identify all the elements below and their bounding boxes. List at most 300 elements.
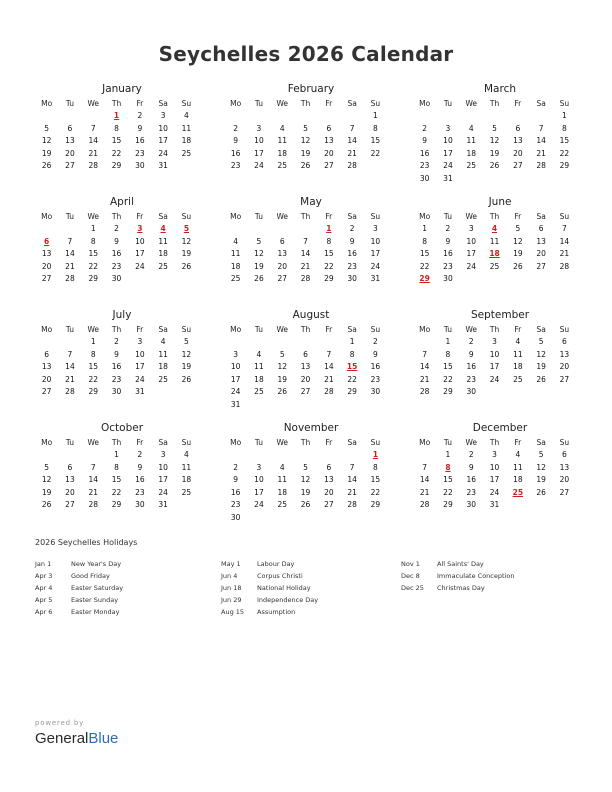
week-row xyxy=(413,374,587,387)
day-cell: 11 xyxy=(489,236,500,246)
week-row xyxy=(35,386,209,399)
day-cell: 6 xyxy=(326,123,332,133)
weekday-label: Fr xyxy=(325,438,333,447)
day-cell: 8 xyxy=(90,349,96,359)
weekday-label: Sa xyxy=(347,99,357,108)
weekday-label: Tu xyxy=(443,212,453,221)
day-cell: 19 xyxy=(181,362,192,371)
empty-day-cell xyxy=(317,512,340,525)
day-cell: 15 xyxy=(443,475,453,484)
day-cell: 14 xyxy=(324,362,334,371)
week-row xyxy=(224,386,398,399)
weekday-label: Mo xyxy=(41,99,53,108)
empty-day-cell xyxy=(247,110,270,123)
day-cell: 4 xyxy=(515,450,521,459)
day-cell: 11 xyxy=(181,123,192,133)
weekday-label: Th xyxy=(489,438,500,447)
day-cell: 7 xyxy=(67,236,73,246)
day-cell: 19 xyxy=(536,362,546,371)
day-cell: 31 xyxy=(158,161,168,170)
day-cell: 10 xyxy=(158,462,168,472)
day-cell: 2 xyxy=(233,123,239,133)
day-cell: 2 xyxy=(349,224,355,233)
day-cell: 14 xyxy=(65,249,75,258)
day-cell: 14 xyxy=(419,475,430,484)
day-cell: 5 xyxy=(184,337,189,346)
day-cell: 3 xyxy=(256,123,262,133)
day-cell: 7 xyxy=(67,349,73,359)
empty-day-cell xyxy=(58,223,81,236)
day-cell: 1 xyxy=(445,337,451,346)
weekday-header xyxy=(224,436,398,449)
day-cell: 12 xyxy=(536,462,546,472)
day-cell: 5 xyxy=(515,224,521,233)
week-row xyxy=(224,499,398,512)
day-cell: 14 xyxy=(419,362,430,371)
day-cell: 15 xyxy=(324,249,334,258)
month-september xyxy=(413,308,587,421)
week-row xyxy=(35,223,209,236)
week-row xyxy=(413,487,587,500)
empty-day-cell xyxy=(35,336,58,349)
empty-day-cell xyxy=(317,399,340,412)
day-cell: 14 xyxy=(347,136,357,145)
day-cell: 15 xyxy=(559,136,570,145)
day-cell: 25 xyxy=(513,374,523,384)
day-cell: 5 xyxy=(44,462,50,472)
day-cell: 12 xyxy=(181,349,192,359)
empty-day-cell xyxy=(175,386,198,399)
day-cell: 10 xyxy=(489,349,500,359)
day-cell: 28 xyxy=(419,500,430,509)
day-cell: 3 xyxy=(492,337,497,346)
day-cell: 13 xyxy=(324,475,334,484)
weekday-label: Mo xyxy=(419,438,431,447)
day-cell: 2 xyxy=(445,224,451,233)
empty-day-cell xyxy=(506,110,529,123)
weekday-label: Su xyxy=(559,438,570,447)
weekday-label: We xyxy=(465,99,478,108)
day-cell: 25 xyxy=(158,374,168,384)
day-cell: 16 xyxy=(111,362,122,371)
day-cell: 29 xyxy=(347,387,357,396)
weekday-label: Mo xyxy=(41,438,53,447)
day-cell: 21 xyxy=(419,487,430,497)
weekday-header xyxy=(224,323,398,336)
empty-day-cell xyxy=(151,273,174,286)
week-row xyxy=(35,374,209,387)
day-cell: 26 xyxy=(277,387,288,396)
month-march xyxy=(413,82,587,195)
empty-day-cell xyxy=(364,512,387,525)
day-cell: 31 xyxy=(489,500,500,509)
empty-day-cell xyxy=(175,160,198,173)
day-cell: 26 xyxy=(41,161,52,170)
weekday-label: We xyxy=(276,438,289,447)
day-cell: 15 xyxy=(88,362,99,371)
day-cell: 18 xyxy=(277,487,288,497)
day-cell: 1 xyxy=(349,337,355,346)
day-cell: 1 xyxy=(562,111,567,120)
empty-day-cell xyxy=(340,449,363,462)
day-cell: 13 xyxy=(65,136,75,145)
weekday-label: Tu xyxy=(65,325,75,334)
day-cell: 10 xyxy=(466,236,477,246)
day-cell: 24 xyxy=(370,261,381,271)
week-row xyxy=(224,474,398,487)
day-cell: 2 xyxy=(373,337,378,346)
day-cell: 17 xyxy=(489,362,500,371)
day-cell: 16 xyxy=(466,475,477,484)
day-cell: 14 xyxy=(536,136,546,145)
empty-day-cell xyxy=(175,499,198,512)
day-cell: 16 xyxy=(347,249,357,258)
day-cell: 21 xyxy=(88,487,99,497)
weekday-label: Sa xyxy=(536,99,546,108)
day-cell: 13 xyxy=(559,349,570,359)
day-cell: 20 xyxy=(513,148,523,158)
day-cell: 23 xyxy=(419,161,430,170)
day-cell: 20 xyxy=(41,374,52,384)
day-cell: 29 xyxy=(443,500,453,509)
week-row xyxy=(413,474,587,487)
day-cell: 24 xyxy=(489,374,500,384)
weekday-label: Fr xyxy=(514,325,522,334)
day-cell: 9 xyxy=(233,475,239,484)
holiday-day-cell: 29 xyxy=(419,274,430,283)
day-cell: 30 xyxy=(466,387,477,396)
day-cell: 5 xyxy=(538,337,544,346)
weekday-label: Fr xyxy=(136,325,144,334)
day-cell: 3 xyxy=(492,450,497,459)
empty-day-cell xyxy=(82,449,105,462)
holiday-list-item xyxy=(35,570,123,582)
day-cell: 1 xyxy=(422,224,428,233)
week-row xyxy=(35,123,209,136)
day-cell: 22 xyxy=(443,487,453,497)
week-row xyxy=(413,336,587,349)
week-row xyxy=(413,261,587,274)
empty-day-cell xyxy=(460,110,483,123)
holiday-day-cell: 1 xyxy=(113,111,120,120)
weekday-label: Th xyxy=(489,212,500,221)
day-cell: 20 xyxy=(536,249,546,258)
day-cell: 2 xyxy=(468,337,474,346)
weekday-header xyxy=(413,323,587,336)
holiday-date: Dec 8 xyxy=(401,572,420,580)
day-cell: 13 xyxy=(536,236,546,246)
day-cell: 20 xyxy=(277,261,288,271)
week-row xyxy=(35,474,209,487)
day-cell: 19 xyxy=(300,148,311,158)
day-cell: 25 xyxy=(466,161,477,170)
empty-day-cell xyxy=(271,399,294,412)
weekday-header xyxy=(35,97,209,110)
empty-day-cell xyxy=(151,386,174,399)
holiday-date: Jan 1 xyxy=(35,560,52,568)
empty-day-cell xyxy=(128,273,151,286)
day-cell: 24 xyxy=(135,374,145,384)
day-cell: 20 xyxy=(65,487,75,497)
day-cell: 6 xyxy=(279,236,285,246)
empty-day-cell xyxy=(506,386,529,399)
empty-day-cell xyxy=(224,449,247,462)
month-february xyxy=(224,82,398,195)
day-cell: 30 xyxy=(419,173,430,183)
day-cell: 30 xyxy=(370,387,381,396)
empty-day-cell xyxy=(413,110,436,123)
weekday-label: Su xyxy=(559,325,570,334)
day-cell: 6 xyxy=(44,349,50,359)
day-cell: 27 xyxy=(300,387,311,396)
day-cell: 17 xyxy=(254,487,264,497)
empty-day-cell xyxy=(35,110,58,123)
weekday-label: Fr xyxy=(325,99,333,108)
day-cell: 18 xyxy=(158,362,168,371)
holiday-date: May 1 xyxy=(221,560,241,568)
day-cell: 16 xyxy=(419,148,430,158)
day-cell: 30 xyxy=(443,274,453,283)
month-name: November xyxy=(283,422,339,434)
day-cell: 26 xyxy=(489,161,500,170)
holiday-name: Independence Day xyxy=(257,596,319,604)
day-cell: 18 xyxy=(230,261,241,271)
empty-day-cell xyxy=(224,336,247,349)
day-cell: 3 xyxy=(160,450,166,459)
empty-day-cell xyxy=(35,223,58,236)
day-cell: 1 xyxy=(445,450,451,459)
holiday-date: Apr 3 xyxy=(35,572,53,580)
week-row xyxy=(35,273,209,286)
day-cell: 9 xyxy=(373,349,378,359)
holiday-list-item xyxy=(401,582,514,594)
day-cell: 13 xyxy=(300,362,311,371)
weekday-label: Tu xyxy=(65,438,75,447)
day-cell: 6 xyxy=(538,224,544,233)
day-cell: 24 xyxy=(158,487,168,497)
day-cell: 10 xyxy=(254,136,264,145)
weekday-header xyxy=(224,210,398,223)
weekday-label: Mo xyxy=(419,325,431,334)
weekday-label: We xyxy=(276,325,289,334)
week-row xyxy=(35,449,209,462)
month-name: January xyxy=(102,83,142,95)
day-cell: 14 xyxy=(559,236,570,246)
week-row xyxy=(413,135,587,148)
weekday-label: Th xyxy=(489,99,500,108)
day-cell: 31 xyxy=(230,399,241,409)
weekday-label: Tu xyxy=(443,325,453,334)
empty-day-cell xyxy=(553,273,576,286)
day-cell: 23 xyxy=(135,148,145,158)
week-row xyxy=(35,487,209,500)
weekday-label: Sa xyxy=(536,325,546,334)
month-name: April xyxy=(110,196,134,208)
empty-day-cell xyxy=(340,512,363,525)
day-cell: 17 xyxy=(254,148,264,158)
month-october xyxy=(35,421,209,534)
weekday-label: Th xyxy=(300,99,311,108)
empty-day-cell xyxy=(460,173,483,186)
day-cell: 21 xyxy=(536,148,546,158)
holiday-list-item xyxy=(221,558,318,570)
empty-day-cell xyxy=(247,336,270,349)
day-cell: 16 xyxy=(230,487,241,497)
month-december xyxy=(413,421,587,534)
day-cell: 6 xyxy=(67,123,73,133)
day-cell: 8 xyxy=(445,349,451,359)
weekday-label: We xyxy=(465,212,478,221)
brand-footer xyxy=(35,719,118,747)
weekday-label: We xyxy=(87,438,100,447)
weekday-label: Su xyxy=(370,212,381,221)
holiday-name: Christmas Day xyxy=(437,584,485,592)
holiday-list-item xyxy=(221,570,318,582)
empty-day-cell xyxy=(317,110,340,123)
empty-day-cell xyxy=(271,110,294,123)
day-cell: 13 xyxy=(277,249,288,258)
day-cell: 8 xyxy=(422,236,428,246)
empty-day-cell xyxy=(340,399,363,412)
week-row xyxy=(413,462,587,475)
day-cell: 12 xyxy=(513,236,523,246)
day-cell: 21 xyxy=(419,374,430,384)
day-cell: 22 xyxy=(347,374,357,384)
month-name: December xyxy=(472,422,528,434)
day-cell: 31 xyxy=(370,274,381,283)
day-cell: 10 xyxy=(370,236,381,246)
day-cell: 21 xyxy=(559,249,570,258)
day-cell: 21 xyxy=(347,487,357,497)
week-row xyxy=(224,462,398,475)
week-row xyxy=(35,261,209,274)
weekday-label: Mo xyxy=(419,99,431,108)
day-cell: 17 xyxy=(158,136,168,145)
day-cell: 27 xyxy=(559,487,570,497)
day-cell: 24 xyxy=(489,487,500,497)
day-cell: 17 xyxy=(230,374,241,384)
day-cell: 26 xyxy=(300,500,311,509)
day-cell: 12 xyxy=(300,475,311,484)
day-cell: 19 xyxy=(536,475,546,484)
weekday-label: Fr xyxy=(136,212,144,221)
day-cell: 23 xyxy=(347,261,357,271)
day-cell: 30 xyxy=(347,274,357,283)
day-cell: 3 xyxy=(160,111,166,120)
week-row xyxy=(413,273,587,286)
day-cell: 3 xyxy=(445,123,451,133)
day-cell: 9 xyxy=(468,462,474,472)
month-name: September xyxy=(470,309,530,321)
empty-day-cell xyxy=(483,173,506,186)
day-cell: 9 xyxy=(468,349,474,359)
weekday-label: Tu xyxy=(254,212,264,221)
holiday-day-cell: 1 xyxy=(326,224,332,233)
empty-day-cell xyxy=(294,223,317,236)
day-cell: 1 xyxy=(90,337,96,346)
holiday-list-item xyxy=(221,606,318,618)
week-row xyxy=(224,148,398,161)
empty-day-cell xyxy=(413,449,436,462)
day-cell: 6 xyxy=(326,462,332,472)
week-row xyxy=(35,160,209,173)
weekday-label: Sa xyxy=(158,438,168,447)
weekday-label: Sa xyxy=(536,438,546,447)
day-cell: 5 xyxy=(303,462,308,472)
day-cell: 18 xyxy=(254,374,264,384)
day-cell: 23 xyxy=(466,487,477,497)
empty-day-cell xyxy=(506,273,529,286)
day-cell: 28 xyxy=(347,500,357,509)
holiday-day-cell: 1 xyxy=(372,450,379,459)
weekday-label: We xyxy=(87,212,100,221)
empty-day-cell xyxy=(529,273,552,286)
day-cell: 28 xyxy=(324,387,334,396)
holiday-day-cell: 18 xyxy=(489,249,500,258)
empty-day-cell xyxy=(364,160,387,173)
day-cell: 23 xyxy=(135,487,145,497)
day-cell: 21 xyxy=(65,374,75,384)
day-cell: 13 xyxy=(324,136,334,145)
day-cell: 8 xyxy=(562,123,567,133)
day-cell: 7 xyxy=(538,123,544,133)
week-row xyxy=(224,160,398,173)
day-cell: 22 xyxy=(370,487,381,497)
day-cell: 8 xyxy=(326,236,332,246)
week-row xyxy=(35,236,209,249)
day-cell: 16 xyxy=(370,362,381,371)
empty-day-cell xyxy=(247,512,270,525)
empty-day-cell xyxy=(529,386,552,399)
empty-day-cell xyxy=(247,223,270,236)
week-row xyxy=(224,336,398,349)
day-cell: 29 xyxy=(559,161,570,170)
weekday-label: Sa xyxy=(347,325,357,334)
day-cell: 19 xyxy=(277,374,288,384)
weekday-label: Th xyxy=(489,325,500,334)
weekday-label: Fr xyxy=(514,99,522,108)
day-cell: 16 xyxy=(135,136,145,145)
day-cell: 21 xyxy=(88,148,99,158)
day-cell: 14 xyxy=(300,249,311,258)
day-cell: 10 xyxy=(230,362,241,371)
weekday-label: We xyxy=(276,99,289,108)
holiday-day-cell: 5 xyxy=(183,224,190,233)
day-cell: 17 xyxy=(489,475,500,484)
week-row xyxy=(413,110,587,123)
weekday-label: Sa xyxy=(158,99,168,108)
week-row xyxy=(35,248,209,261)
week-row xyxy=(35,336,209,349)
week-row xyxy=(413,236,587,249)
day-cell: 3 xyxy=(137,337,143,346)
day-cell: 16 xyxy=(230,148,241,158)
week-row xyxy=(413,148,587,161)
day-cell: 29 xyxy=(443,387,453,396)
day-cell: 31 xyxy=(443,173,453,183)
holiday-name: Immaculate Conception xyxy=(437,572,515,580)
day-cell: 11 xyxy=(158,349,168,359)
day-cell: 13 xyxy=(41,362,52,371)
day-cell: 8 xyxy=(349,349,355,359)
week-row xyxy=(413,499,587,512)
weekday-label: Sa xyxy=(158,325,168,334)
week-row xyxy=(224,449,398,462)
empty-day-cell xyxy=(294,399,317,412)
day-cell: 2 xyxy=(114,337,119,346)
week-row xyxy=(413,223,587,236)
day-cell: 19 xyxy=(513,249,523,258)
